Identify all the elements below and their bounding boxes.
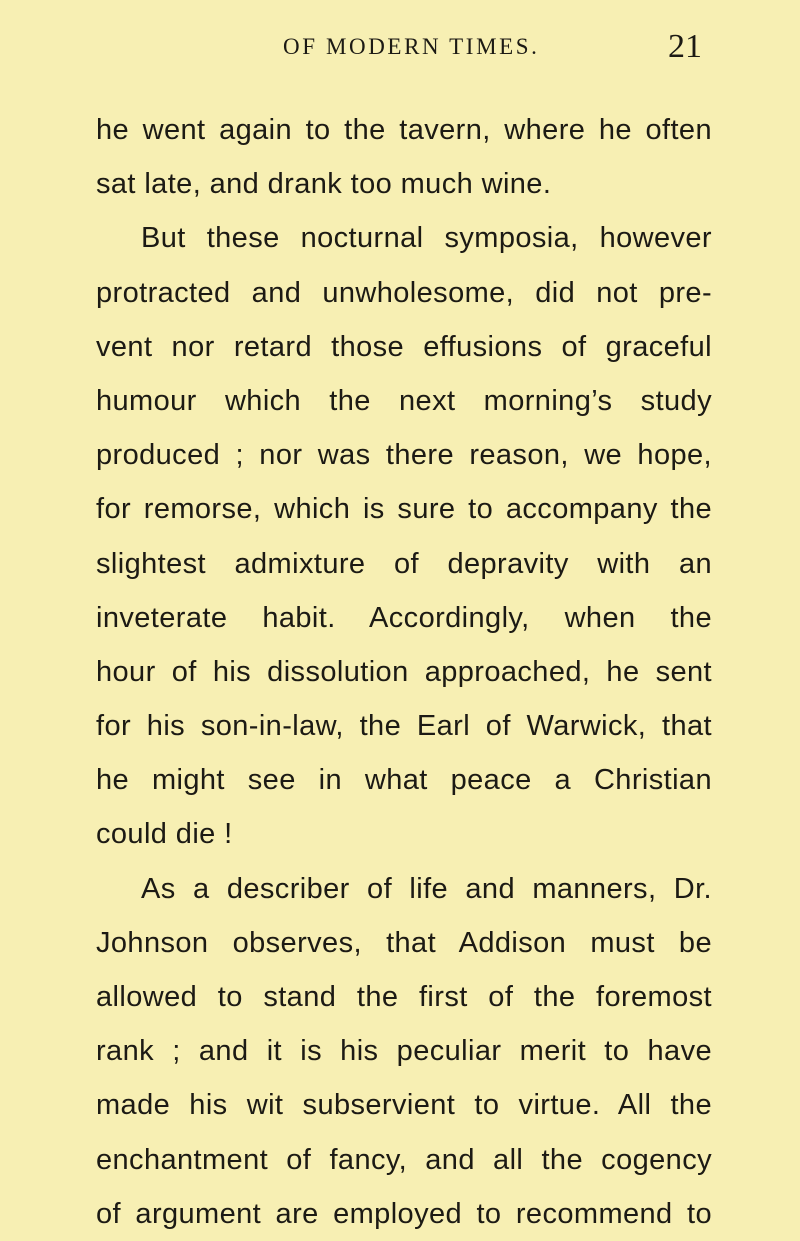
text-line: hour of his dissolution approached, he sent — [96, 655, 712, 688]
text-line: produced ; nor was there reason, we hope, — [96, 439, 712, 472]
text-line: he went again to the tavern, where he often — [96, 114, 712, 146]
paragraph-start-line: As a describer of life and manners, Dr. — [141, 872, 712, 905]
text-line: allowed to stand the first of the foremost — [96, 981, 712, 1013]
text-line: enchantment of fancy, and all the cogency — [96, 1143, 712, 1176]
paragraph-start-line: But these nocturnal symposia, however — [141, 222, 712, 255]
text-line: Johnson observes, that Addison must be — [96, 926, 712, 959]
text-line: could die ! — [96, 818, 233, 851]
text-line: made his wit subservient to virtue. All the — [96, 1089, 712, 1122]
text-line: humour which the next morning’s study — [96, 384, 712, 417]
text-line: for his son-in-law, the Earl of Warwick, that — [96, 710, 712, 743]
running-head — [0, 30, 800, 70]
text-line: slightest admixture of depravity with an — [96, 547, 712, 580]
text-line: he might see in what peace a Christian — [96, 764, 712, 797]
text-line: protracted and unwholesome, did not pre- — [96, 276, 712, 309]
text-line: sat late, and drank too much wine. — [96, 168, 552, 201]
running-head-title: OF MODERN TIMES. — [283, 34, 540, 59]
text-line: of argument are employed to recommend to — [96, 1197, 712, 1230]
text-line: inveterate habit. Accordingly, when the — [96, 601, 712, 634]
text-line: vent nor retard those effusions of graceful — [96, 330, 712, 363]
page-number: 21 — [668, 28, 702, 65]
text-line: rank ; and it is his peculiar merit to have — [96, 1035, 712, 1068]
text-line: for remorse, which is sure to accompany the — [96, 493, 712, 526]
body-text — [96, 103, 712, 1241]
